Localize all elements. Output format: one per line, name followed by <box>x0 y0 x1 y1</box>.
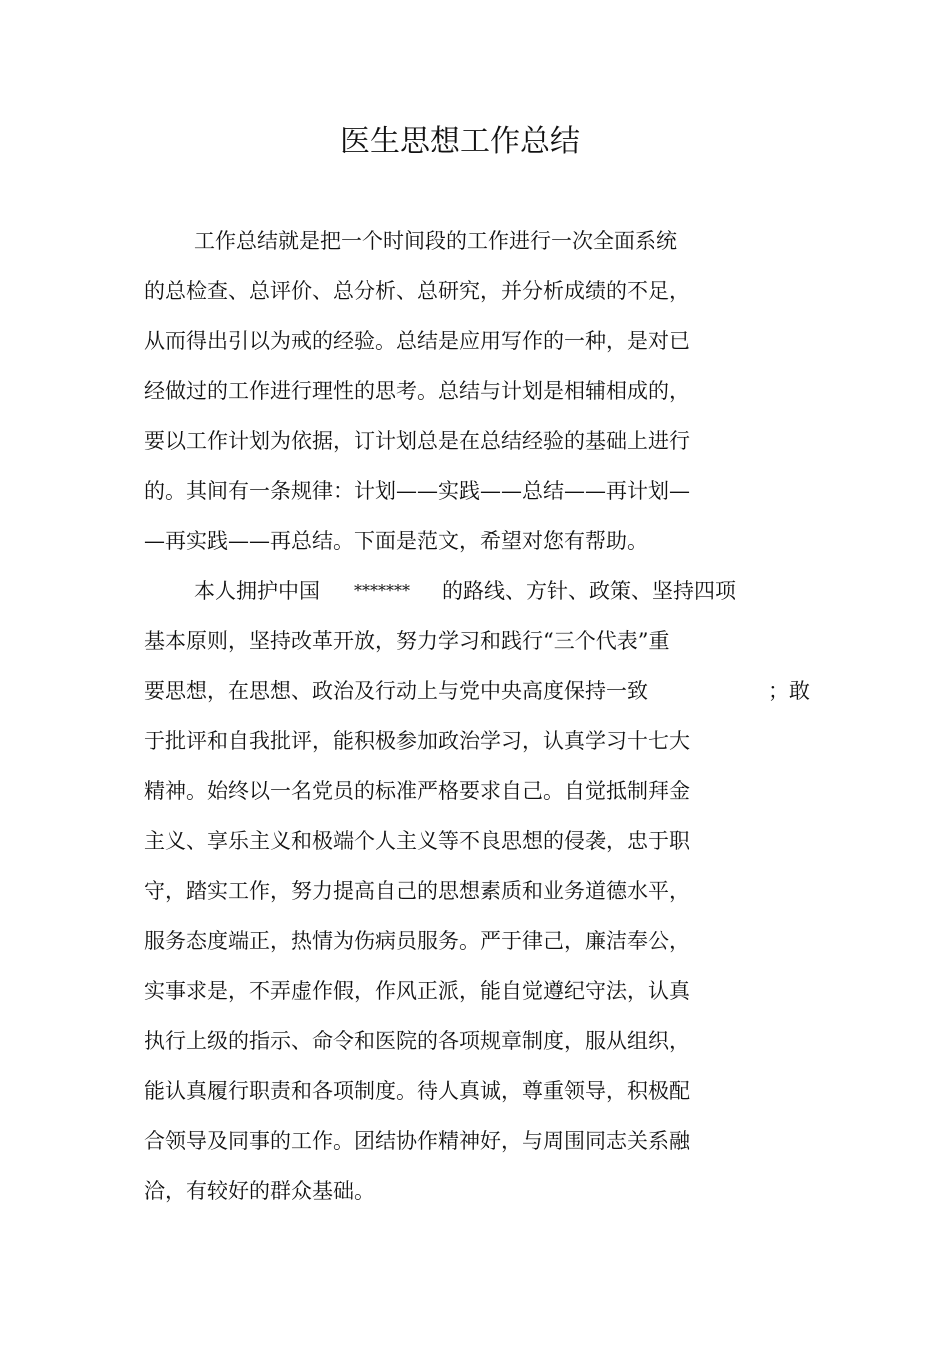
paragraph2-line-6: 主义、享乐主义和极端个人主义等不良思想的侵袭，忠于职 <box>144 829 690 853</box>
paragraph1-line-7: —再实践——再总结。下面是范文，希望对您有帮助。 <box>144 529 648 553</box>
paragraph2-line-5: 精神。始终以一名党员的标准严格要求自己。自觉抵制拜金 <box>144 779 690 803</box>
paragraph2-line-1-start: 本人拥护中国 <box>194 579 320 603</box>
paragraph2-line-1-end: 的路线、方针、政策、坚持四项 <box>442 579 736 603</box>
paragraph1-line-3: 从而得出引以为戒的经验。总结是应用写作的一种，是对已 <box>144 329 690 353</box>
paragraph2-line-8: 服务态度端正，热情为伤病员服务。严于律己，廉洁奉公， <box>144 929 690 953</box>
paragraph1-line-6: 的。其间有一条规律：计划——实践——总结——再计划— <box>144 479 690 503</box>
paragraph2-line-4: 于批评和自我批评，能积极参加政治学习，认真学习十七大 <box>144 729 690 753</box>
redacted-stars: ******* <box>354 581 410 600</box>
paragraph2-line-7: 守，踏实工作，努力提高自己的思想素质和业务道德水平， <box>144 879 690 903</box>
paragraph2-line-11: 能认真履行职责和各项制度。待人真诚，尊重领导，积极配 <box>144 1079 690 1103</box>
paragraph1-line-2: 的总检查、总评价、总分析、总研究，并分析成绩的不足， <box>144 279 690 303</box>
paragraph2-line-13: 洽，有较好的群众基础。 <box>144 1179 375 1203</box>
paragraph2-line-10: 执行上级的指示、命令和医院的各项规章制度，服从组织， <box>144 1029 690 1053</box>
paragraph2-line-12: 合领导及同事的工作。团结协作精神好，与周围同志关系融 <box>144 1129 690 1153</box>
paragraph2-line-9: 实事求是，不弄虚作假，作风正派，能自觉遵纪守法，认真 <box>144 979 690 1003</box>
paragraph2-line-3-tail: ；敢 <box>768 679 810 703</box>
paragraph1-line-5: 要以工作计划为依据，订计划总是在总结经验的基础上进行 <box>144 429 690 453</box>
document-title: 医生思想工作总结 <box>340 124 580 159</box>
paragraph2-line-2: 基本原则，坚持改革开放，努力学习和践行“三个代表”重 <box>144 629 670 653</box>
paragraph1-line-4: 经做过的工作进行理性的思考。总结与计划是相辅相成的， <box>144 379 690 403</box>
paragraph1-line-1: 工作总结就是把一个时间段的工作进行一次全面系统 <box>194 229 677 253</box>
paragraph2-line-3: 要思想，在思想、政治及行动上与党中央高度保持一致 <box>144 679 648 703</box>
